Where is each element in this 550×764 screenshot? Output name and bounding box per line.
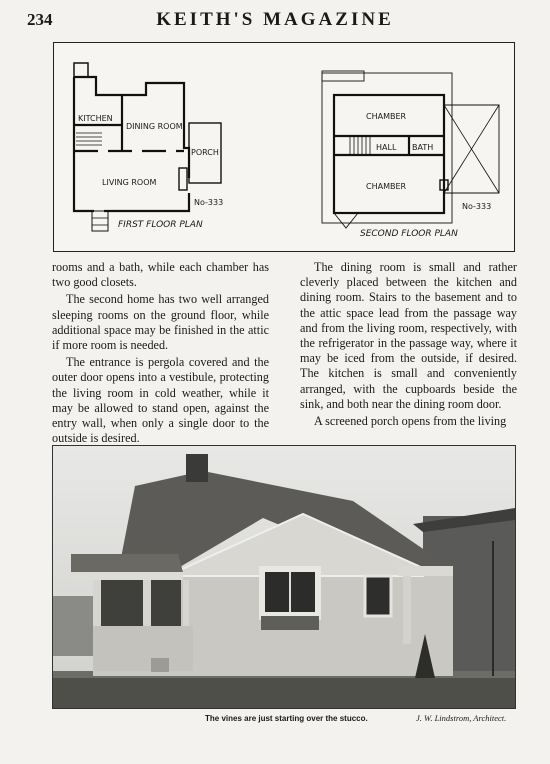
living-room-label: LIVING ROOM [102,178,157,187]
first-plan-number: No-333 [194,198,224,207]
chamber-top-label: CHAMBER [366,112,407,121]
paragraph: The dining room is small and rather cleverly placed between the kitchen and dining room. Stairs to the basement and to the attic space lead from the passage way and from the living room, respectively, with the refrigerator in the passage way, where it may be iced from the outside, if desired. The kitchen is small and conveniently arranged, with the cupboards beside the sink, and both near the dining room door. [300,260,517,411]
paragraph: A screened porch opens from the living [314,414,507,429]
architect-credit: J. W. Lindstrom, Architect. [416,713,507,723]
page-header [0,8,550,32]
paragraph: The second home has two well arranged sleeping rooms on the ground floor, while additional space may be finished in the attic if more room is needed. [52,292,269,353]
kitchen-label: KITCHEN [78,114,113,123]
porch-label: PORCH [191,148,219,157]
floor-plans-figure [53,42,515,252]
first-floor-plan-title: FIRST FLOOR PLAN [118,220,203,230]
second-plan-number: No-333 [462,202,492,211]
article-column-left [52,260,269,448]
house-photograph [52,445,516,709]
photo-caption: The vines are just starting over the stucco. [205,714,368,723]
floor-plans-drawing [54,43,514,251]
bath-label: BATH [412,143,434,152]
second-floor-plan-title: SECOND FLOOR PLAN [360,229,458,239]
page-number: 234 [27,10,53,29]
chimney-plan [74,63,88,77]
magazine-title: KEITH'S MAGAZINE [156,9,394,30]
chamber-bottom-label: CHAMBER [366,182,407,191]
paragraph: rooms and a bath, while each chamber has two good closets. [52,260,269,290]
dining-room-label: DINING ROOM [126,122,183,131]
house-photo-drawing [53,446,515,708]
hall-label: HALL [376,143,397,152]
article-column-right [300,260,517,431]
paragraph: The entrance is pergola covered and the outer door opens into a vestibule, protecting the living room in cold weather, while it may be allowed to stand open, against the entry wall, when only a single door to the outside is desired. [52,355,269,446]
